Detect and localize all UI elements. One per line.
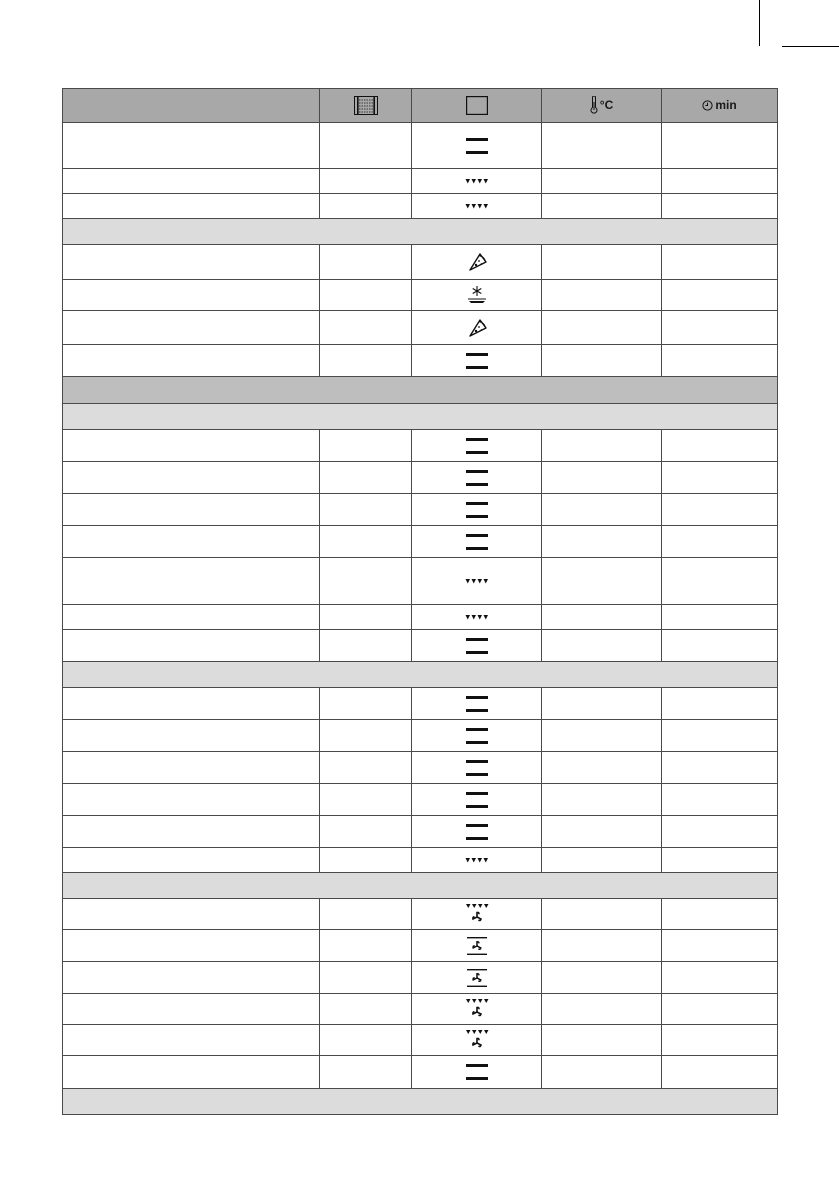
- cell-mode: [412, 123, 542, 169]
- cell-time: [662, 752, 778, 784]
- cell-temperature: [542, 462, 662, 494]
- cell-shelf: [320, 605, 412, 630]
- cell-mode: [412, 345, 542, 377]
- cell-shelf: [320, 784, 412, 816]
- cell-food: [63, 526, 320, 558]
- table-row: [63, 345, 778, 377]
- table-row: [63, 962, 778, 994]
- cell-shelf: [320, 899, 412, 930]
- cell-mode: [412, 430, 542, 462]
- fan-top-bottom-heat-icon: [412, 967, 541, 989]
- cell-time: [662, 688, 778, 720]
- cell-temperature: [542, 494, 662, 526]
- fan-bottom-heat-icon: [412, 998, 541, 1020]
- cell-time: [662, 1056, 778, 1089]
- cell-food: [63, 430, 320, 462]
- top-bottom-heat-icon: [412, 136, 541, 156]
- cell-shelf: [320, 994, 412, 1025]
- top-bottom-heat-icon: [412, 351, 541, 371]
- cell-temperature: [542, 311, 662, 345]
- oven-mode-icon: [466, 96, 488, 115]
- cell-time: [662, 962, 778, 994]
- table-row: [63, 245, 778, 280]
- cell-food: [63, 962, 320, 994]
- cell-mode: [412, 605, 542, 630]
- cooking-table: [62, 88, 778, 1115]
- cell-food: [63, 194, 320, 219]
- clock-icon: [702, 100, 713, 111]
- table-row: [63, 752, 778, 784]
- header-food: [63, 89, 320, 123]
- pizza-icon: [412, 252, 541, 272]
- bottom-heat-icon: [412, 203, 541, 210]
- table-header: [63, 89, 778, 123]
- cell-time: [662, 899, 778, 930]
- cell-temperature: [542, 245, 662, 280]
- cell-time: [662, 169, 778, 194]
- table-row: [63, 930, 778, 962]
- cell-shelf: [320, 345, 412, 377]
- cell-food: [63, 280, 320, 311]
- table-row: [63, 311, 778, 345]
- top-bottom-heat-icon: [412, 822, 541, 842]
- cell-temperature: [542, 848, 662, 873]
- table-row: [63, 1056, 778, 1089]
- table-row: [63, 430, 778, 462]
- cell-temperature: [542, 630, 662, 662]
- cell-time: [662, 494, 778, 526]
- table-row: [63, 816, 778, 848]
- cell-food: [63, 462, 320, 494]
- cell-shelf: [320, 169, 412, 194]
- table-row: [63, 784, 778, 816]
- cell-shelf: [320, 720, 412, 752]
- cell-shelf: [320, 494, 412, 526]
- cell-mode: [412, 752, 542, 784]
- cell-time: [662, 630, 778, 662]
- cell-temperature: [542, 123, 662, 169]
- cell-time: [662, 311, 778, 345]
- cell-time: [662, 720, 778, 752]
- cell-shelf: [320, 688, 412, 720]
- cell-food: [63, 558, 320, 605]
- cell-shelf: [320, 462, 412, 494]
- cell-time: [662, 462, 778, 494]
- table-row: [63, 194, 778, 219]
- cell-mode: [412, 245, 542, 280]
- cell-mode: [412, 930, 542, 962]
- cell-mode: [412, 494, 542, 526]
- cell-temperature: [542, 784, 662, 816]
- cell-mode: [412, 462, 542, 494]
- cell-mode: [412, 558, 542, 605]
- top-bottom-heat-icon: [412, 726, 541, 746]
- section-cell: [63, 219, 778, 245]
- cell-shelf: [320, 245, 412, 280]
- cell-temperature: [542, 994, 662, 1025]
- cell-time: [662, 245, 778, 280]
- section-header-row: [63, 1089, 778, 1115]
- cell-time: [662, 558, 778, 605]
- cell-shelf: [320, 816, 412, 848]
- cell-shelf: [320, 752, 412, 784]
- top-bottom-heat-icon: [412, 532, 541, 552]
- cell-mode: [412, 280, 542, 311]
- thermometer-icon: [590, 96, 598, 114]
- cell-shelf: [320, 848, 412, 873]
- cell-time: [662, 194, 778, 219]
- cell-mode: [412, 899, 542, 930]
- cell-food: [63, 848, 320, 873]
- cell-shelf: [320, 280, 412, 311]
- cell-temperature: [542, 194, 662, 219]
- cell-shelf: [320, 1056, 412, 1089]
- cell-food: [63, 816, 320, 848]
- top-bottom-heat-icon: [412, 468, 541, 488]
- temperature-unit: °C: [599, 98, 614, 113]
- header-mode: [412, 89, 542, 123]
- cell-temperature: [542, 345, 662, 377]
- table-row: [63, 558, 778, 605]
- cell-temperature: [542, 558, 662, 605]
- cell-shelf: [320, 194, 412, 219]
- cell-time: [662, 605, 778, 630]
- cell-mode: [412, 194, 542, 219]
- cell-mode: [412, 169, 542, 194]
- cell-mode: [412, 311, 542, 345]
- table-row: [63, 526, 778, 558]
- cell-food: [63, 752, 320, 784]
- cell-shelf: [320, 311, 412, 345]
- cell-shelf: [320, 430, 412, 462]
- shelf-level-icon: [354, 96, 378, 115]
- cell-temperature: [542, 962, 662, 994]
- cell-temperature: [542, 899, 662, 930]
- header-time: [662, 89, 778, 123]
- cell-time: [662, 280, 778, 311]
- cell-time: [662, 345, 778, 377]
- cell-mode: [412, 994, 542, 1025]
- cell-shelf: [320, 630, 412, 662]
- cell-mode: [412, 816, 542, 848]
- cell-time: [662, 526, 778, 558]
- table-row: [63, 994, 778, 1025]
- cell-temperature: [542, 526, 662, 558]
- top-bottom-heat-icon: [412, 694, 541, 714]
- cell-food: [63, 345, 320, 377]
- group-header-row: [63, 377, 778, 404]
- bottom-heat-icon: [412, 857, 541, 864]
- cell-food: [63, 720, 320, 752]
- table-row: [63, 1025, 778, 1056]
- cell-mode: [412, 630, 542, 662]
- cell-food: [63, 630, 320, 662]
- cell-mode: [412, 688, 542, 720]
- top-bottom-heat-icon: [412, 1062, 541, 1082]
- cell-mode: [412, 526, 542, 558]
- section-cell: [63, 873, 778, 899]
- top-bottom-heat-icon: [412, 636, 541, 656]
- table-row: [63, 899, 778, 930]
- table-row: [63, 462, 778, 494]
- table-row: [63, 720, 778, 752]
- table-row: [63, 280, 778, 311]
- cell-temperature: [542, 816, 662, 848]
- cell-time: [662, 784, 778, 816]
- cell-time: [662, 1025, 778, 1056]
- cell-mode: [412, 848, 542, 873]
- defrost-icon: [412, 285, 541, 305]
- cell-food: [63, 899, 320, 930]
- cell-time: [662, 848, 778, 873]
- fan-top-bottom-heat-icon: [412, 935, 541, 957]
- cell-temperature: [542, 169, 662, 194]
- cell-mode: [412, 1025, 542, 1056]
- fan-bottom-heat-icon: [412, 903, 541, 925]
- bottom-heat-icon: [412, 178, 541, 185]
- crop-mark-right: [782, 46, 839, 47]
- cell-food: [63, 1025, 320, 1056]
- cell-mode: [412, 720, 542, 752]
- cell-temperature: [542, 688, 662, 720]
- cell-food: [63, 930, 320, 962]
- cell-shelf: [320, 1025, 412, 1056]
- section-cell: [63, 404, 778, 430]
- cell-food: [63, 123, 320, 169]
- cell-food: [63, 688, 320, 720]
- top-bottom-heat-icon: [412, 500, 541, 520]
- cell-food: [63, 994, 320, 1025]
- cell-food: [63, 169, 320, 194]
- cell-shelf: [320, 962, 412, 994]
- crop-mark-top: [759, 0, 760, 46]
- cell-shelf: [320, 526, 412, 558]
- cell-food: [63, 605, 320, 630]
- time-unit: min: [715, 98, 737, 113]
- cell-food: [63, 494, 320, 526]
- cell-food: [63, 784, 320, 816]
- pizza-icon: [412, 318, 541, 338]
- header-shelf: [320, 89, 412, 123]
- cell-food: [63, 245, 320, 280]
- section-header-row: [63, 404, 778, 430]
- top-bottom-heat-icon: [412, 758, 541, 778]
- table-row: [63, 848, 778, 873]
- cell-temperature: [542, 605, 662, 630]
- cell-temperature: [542, 430, 662, 462]
- cell-time: [662, 994, 778, 1025]
- section-header-row: [63, 219, 778, 245]
- cell-mode: [412, 1056, 542, 1089]
- top-bottom-heat-icon: [412, 790, 541, 810]
- cell-shelf: [320, 558, 412, 605]
- cell-mode: [412, 784, 542, 816]
- cell-shelf: [320, 930, 412, 962]
- table-body: [63, 123, 778, 1115]
- cell-temperature: [542, 1025, 662, 1056]
- cell-time: [662, 123, 778, 169]
- table-row: [63, 494, 778, 526]
- section-cell: [63, 377, 778, 404]
- cell-shelf: [320, 123, 412, 169]
- bottom-heat-icon: [412, 578, 541, 585]
- table-row: [63, 630, 778, 662]
- cell-temperature: [542, 1056, 662, 1089]
- cell-time: [662, 430, 778, 462]
- fan-bottom-heat-icon: [412, 1029, 541, 1051]
- table-row: [63, 605, 778, 630]
- cell-temperature: [542, 752, 662, 784]
- table-row: [63, 688, 778, 720]
- cell-temperature: [542, 720, 662, 752]
- section-header-row: [63, 873, 778, 899]
- table-row: [63, 169, 778, 194]
- bottom-heat-icon: [412, 614, 541, 621]
- section-cell: [63, 1089, 778, 1115]
- header-temperature: [542, 89, 662, 123]
- section-cell: [63, 662, 778, 688]
- table-row: [63, 123, 778, 169]
- cell-food: [63, 1056, 320, 1089]
- cell-time: [662, 816, 778, 848]
- cell-time: [662, 930, 778, 962]
- cell-temperature: [542, 930, 662, 962]
- top-bottom-heat-icon: [412, 436, 541, 456]
- cell-food: [63, 311, 320, 345]
- cell-mode: [412, 962, 542, 994]
- section-header-row: [63, 662, 778, 688]
- cell-temperature: [542, 280, 662, 311]
